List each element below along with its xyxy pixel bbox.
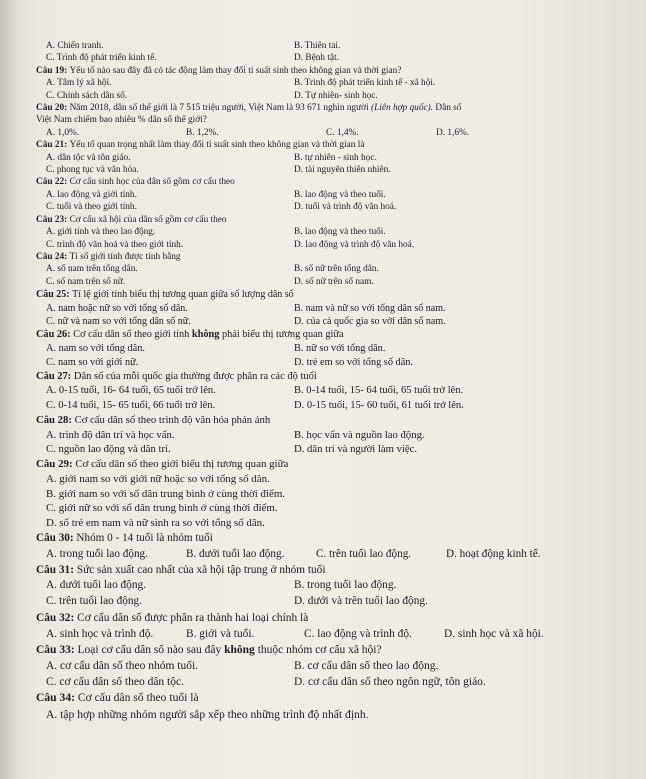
q32-d: D. sinh học và xã hội. [444,628,544,641]
q23-block [36,214,636,251]
q33-text-pre: Loại cơ cấu dân số nào sau đây [77,644,222,657]
q30-a: A. trong tuổi lao động. [46,547,148,560]
q21-block [36,139,636,176]
q34-text: Cơ cấu dân số theo tuổi là [77,691,199,705]
q30-text: Nhóm 0 - 14 tuổi là nhóm tuổi [76,532,213,545]
q19-c: C. Chính sách dân số. [46,90,128,101]
q26-block [36,328,636,370]
q30-c: C. trên tuổi lao động. [316,547,412,560]
q33-b: B. cơ cấu dân số theo lao động. [294,660,439,673]
q32-text: Cơ cấu dân số được phân ra thành hai loại chính là [77,612,309,625]
q18-b: B. Thiên tai. [294,41,341,51]
q31-a: A. dưới tuổi lao động. [46,579,146,592]
q33-label: Câu 33: [36,644,75,657]
q19-d: D. Tự nhiên- sinh học. [294,90,378,101]
q20-block [36,102,636,139]
q30-d: D. hoạt động kinh tế. [446,547,541,560]
q25-c: C. nữ và nam so với tổng dân số nữ. [46,315,191,327]
q19-text: Yếu tố nào sau đây đã có tác động làm thay đổi tỉ suất sinh theo không gian và thời gian? [69,65,402,76]
q32-label: Câu 32: [36,612,75,625]
q34-label: Câu 34: [36,691,75,705]
q27-block [36,370,636,413]
q22-b: B. lao động và theo tuổi. [294,189,386,200]
q27-d: D. 0-15 tuổi, 15- 60 tuổi, 61 tuổi trở lên. [294,399,464,411]
q26-b: B. nữ so với tổng dân. [294,343,386,355]
q29-d: D. số trẻ em nam và nữ sinh ra so với tổng số dân. [46,517,265,530]
q25-d: D. của cả quốc gia so với dân số nam. [294,315,446,327]
q33-d: D. cơ cấu dân số theo ngôn ngữ, tôn giáo. [294,676,486,689]
q24-block [36,251,636,288]
q20-note: (Liên hợp quốc). [371,103,434,114]
q28-c: C. nguồn lao động và dân trí. [46,443,171,456]
q22-label: Câu 22: [36,177,68,188]
q21-a: A. dân tộc và tôn giáo. [46,152,131,163]
q21-c: C. phong tục và văn hóa. [46,165,139,176]
q29-label: Câu 29: [36,457,73,470]
q20-text2: Việt Nam chiếm bao nhiêu % dân số thế giới? [36,115,207,126]
q23-b: B. lao động và theo tuổi. [294,227,386,238]
q27-c: C. 0-14 tuổi, 15- 65 tuổi, 66 tuổi trở lên. [46,399,216,411]
q33-a: A. cơ cấu dân số theo nhóm tuổi. [46,660,199,673]
q18-c: C. Trình độ phát triển kinh tế. [46,53,157,64]
q33-bold: không [224,644,255,657]
q23-d: D. lao động và trình độ văn hoá. [294,239,415,250]
q19-block [36,65,636,102]
q25-text: Tỉ lệ giới tính biểu thị tương quan giữa số lượng dân số [72,289,294,301]
q32-c: C. lao động và trình độ. [304,628,412,641]
page-shadow [0,0,18,779]
q21-label: Câu 21: [36,140,68,151]
q26-text-post: phải biểu thị tương quan giữa [221,329,344,341]
q28-text: Cơ cấu dân số theo trình độ văn hóa phản ánh [74,413,271,426]
q33-c: C. cơ cấu dân số theo dân tộc. [46,676,184,689]
q26-text-pre: Cơ cấu dân số theo giới tính [73,329,190,341]
q31-b: B. trong tuổi lao động. [294,579,397,592]
q32-a: A. sinh học và trình độ. [46,628,154,641]
q28-d: D. dân trí và người làm việc. [294,443,418,456]
q27-a: A. 0-15 tuổi, 16- 64 tuổi, 65 tuổi trở lên. [46,385,216,397]
q19-a: A. Tâm lý xã hội. [46,78,112,89]
q26-a: A. nam so với tổng dân. [46,343,145,355]
q23-label: Câu 23: [36,214,68,225]
q32-block [36,610,636,642]
q29-c: C. giới nữ so với số dân trung bình ở cùng thời điểm. [46,502,278,515]
q18-a: A. Chiến tranh. [46,41,104,51]
q28-b: B. học vấn và nguồn lao động. [294,428,425,441]
q22-text: Cơ cấu sinh học của dân số gồm cơ cấu theo [69,177,235,188]
q21-d: D. tài nguyên thiên nhiên. [294,165,391,176]
q26-label: Câu 26: [36,329,71,341]
q23-text: Cơ cấu xã hội của dân số gồm cơ cấu theo [69,214,227,225]
q27-label: Câu 27: [36,371,72,383]
q20-text: Năm 2018, dân số thế giới là 7 515 triệu người, Việt Nam là 93 671 nghìn người [69,103,369,114]
q22-c: C. tuổi và theo giới tính. [46,202,137,213]
q31-c: C. trên tuổi lao động. [46,595,143,608]
q18-d: D. Bệnh tật. [294,53,339,64]
q29-text: Cơ cấu dân số theo giới biểu thị tương quan giữa [75,457,289,470]
q22-a: A. lao động và giới tính. [46,189,137,200]
q30-b: B. dưới tuổi lao động. [186,547,285,560]
q24-label: Câu 24: [36,251,68,262]
q31-text: Sức sản xuất cao nhất của xã hội tập trung ở nhóm tuổi [76,563,326,576]
q20-b: B. 1,2%. [186,127,219,138]
q24-b: B. số nữ trên tổng dân. [294,264,379,275]
document-content [36,40,636,723]
q20-c: C. 1,4%. [326,127,359,138]
q24-d: D. số nữ trên số nam. [294,276,374,287]
q29-b: B. giới nam so với số dân trung bình ở cùng thời điểm. [46,487,286,500]
q29-block [36,457,636,532]
q32-b: B. giới và tuổi. [186,628,255,641]
q19-b: B. Trình độ phát triển kinh tế - xã hội. [294,78,436,89]
q28-block [36,413,636,457]
q29-a: A. giới nam so với giới nữ hoặc so với tổng số dân. [46,472,270,485]
q25-label: Câu 25: [36,289,70,301]
q20-label: Câu 20: [36,103,68,114]
q33-block [36,642,636,690]
q34-block [36,690,636,723]
q21-text: Yếu tố quan trọng nhất làm thay đổi tỉ suất sinh theo không gian và thời gian là [69,140,365,151]
q31-d: D. dưới và trên tuổi lao động. [294,595,428,608]
q26-c: C. nam so với giới nữ. [46,357,139,369]
q27-b: B. 0-14 tuổi, 15- 64 tuổi, 65 tuổi trở lên. [294,385,464,397]
q34-a: A. tập hợp những nhóm người sắp xếp theo những trình độ nhất định. [46,707,369,721]
q31-block [36,563,636,610]
q26-bold: không [191,329,220,341]
q23-c: C. trình độ văn hoá và theo giới tính. [46,239,184,250]
q28-a: A. trình độ dân trí và học vấn. [46,428,175,441]
q22-d: D. tuổi và trình độ văn hoá. [294,202,397,213]
q24-text: Tỉ số giới tính được tính bằng [69,251,181,262]
q31-label: Câu 31: [36,563,74,576]
q25-block [36,288,636,328]
q24-c: C. số nam trên số nữ. [46,276,126,287]
q33-text-post: thuộc nhóm cơ cấu xã hội? [257,644,382,657]
q25-a: A. nam hoặc nữ so với tổng số dân. [46,302,188,314]
q22-block [36,176,636,213]
q25-b: B. nam và nữ so với tổng dân số nam. [294,302,446,314]
q28-label: Câu 28: [36,413,72,426]
q27-text: Dân số của mỗi quốc gia thường được phân ra các độ tuổi [73,371,317,383]
q20-d: D. 1,6%. [436,127,470,138]
q24-a: A. số nam trên tổng dân. [46,264,138,275]
q21-b: B. tự nhiên - sinh học. [294,152,377,163]
q30-block [36,531,636,562]
q20-a: A. 1,0%. [46,127,80,138]
q20-tail: Dân số [435,103,462,114]
q30-label: Câu 30: [36,532,74,545]
q18-block [36,40,636,65]
q23-a: A. giới tính và theo lao động. [46,227,156,238]
q19-label: Câu 19: [36,65,68,76]
q26-d: D. trẻ em so với tổng số dân. [294,357,413,369]
